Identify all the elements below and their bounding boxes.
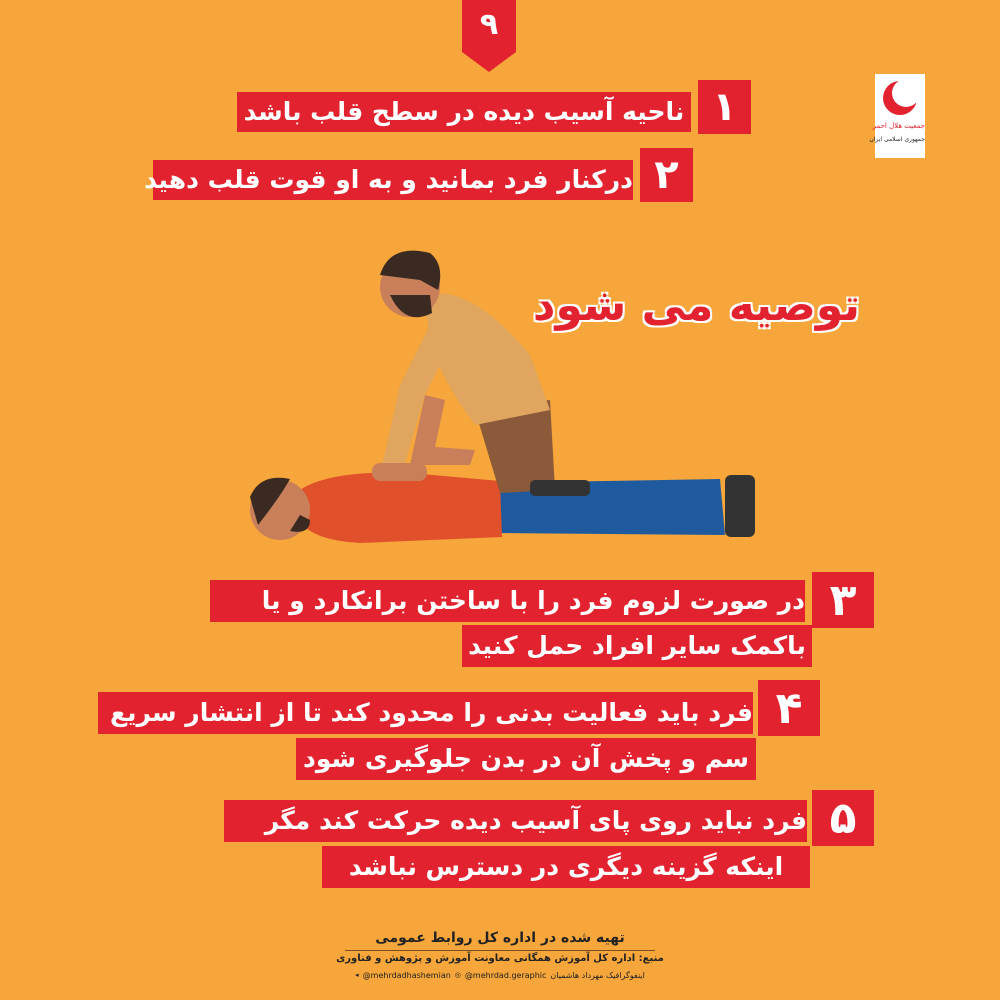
logo-text-2: جمهوری اسلامی ایران bbox=[869, 136, 925, 143]
footer-source: منبع: اداره کل آموزش همگانی معاونت آموزش و پژوهش و فناوری bbox=[336, 953, 664, 964]
red-crescent-logo bbox=[869, 74, 925, 158]
item-3-line-1: در صورت لزوم فرد را با ساختن برانکارد و یا bbox=[210, 580, 805, 622]
item-1-number: ۱ bbox=[698, 80, 751, 134]
footer-credits bbox=[330, 968, 670, 982]
item-4-line-2: سم و پخش آن در بدن جلوگیری شود bbox=[296, 738, 756, 780]
item-5-line-1: فرد نباید روی پای آسیب دیده حرکت کند مگر bbox=[224, 800, 807, 842]
footer-divider bbox=[345, 950, 655, 951]
item-1-line-1: ناحیه آسیب دیده در سطح قلب باشد bbox=[237, 92, 691, 132]
footer-handle-2: @mehrdadhashemian bbox=[362, 970, 451, 980]
item-2-number: ۲ bbox=[640, 148, 693, 202]
telegram-icon: ◂ bbox=[355, 971, 359, 979]
item-4-number: ۴ bbox=[758, 680, 820, 736]
footer-title: تهیه شده در اداره کل روابط عمومی bbox=[375, 930, 625, 946]
cpr-illustration bbox=[240, 235, 770, 555]
item-3-line-2: باکمک سایر افراد حمل کنید bbox=[462, 625, 812, 667]
page-number-tab bbox=[462, 0, 516, 72]
logo-text-1: جمعیت هلال احمر bbox=[872, 122, 925, 130]
page-number: ۹ bbox=[479, 6, 499, 42]
item-3-number: ۳ bbox=[812, 572, 874, 628]
item-5-line-2: اینکه گزینه دیگری در دسترس نباشد bbox=[322, 846, 810, 888]
crescent-icon bbox=[875, 74, 925, 122]
item-4-line-1: فرد باید فعالیت بدنی را محدود کند تا از انتشار سریع bbox=[98, 692, 753, 734]
instagram-icon: ◎ bbox=[454, 971, 461, 979]
recommendation-heading: توصیه می شود bbox=[532, 280, 860, 331]
item-5-number: ۵ bbox=[812, 790, 874, 846]
footer-handle-1: @mehrdad.geraphic bbox=[464, 970, 547, 980]
footer-credit: اینفوگرافیک مهرداد هاشمیان bbox=[550, 970, 645, 980]
item-2-line-1: درکنار فرد بمانید و به او قوت قلب دهید bbox=[153, 160, 633, 200]
